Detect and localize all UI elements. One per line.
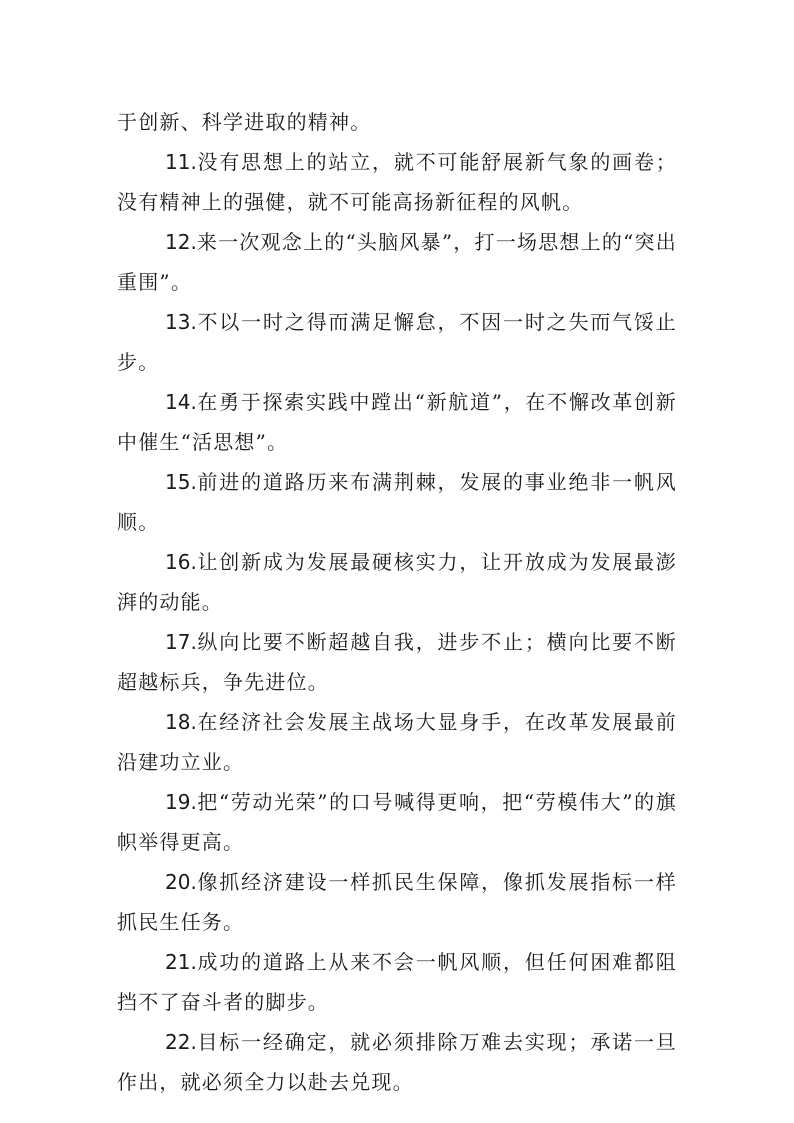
list-item	[117, 382, 677, 462]
item-text: 在经济社会发展主战场大显身手，在改革发展最前沿建功立业。	[117, 710, 677, 774]
item-text: 纵向比要不断超越自我，进步不止；横向比要不断超越标兵，争先进位。	[117, 630, 677, 694]
item-number: 15.	[165, 470, 197, 494]
item-text: 不以一时之得而满足懈怠，不因一时之失而气馁止步。	[117, 310, 677, 374]
list-item	[117, 1022, 677, 1102]
list-item	[117, 222, 677, 302]
item-text: 来一次观念上的“头脑风暴”，打一场思想上的“突出重围”。	[117, 230, 677, 294]
list-item	[117, 702, 677, 782]
item-number: 21.	[165, 950, 197, 974]
list-item	[117, 622, 677, 702]
document-body	[117, 102, 677, 1102]
item-text: 前进的道路历来布满荆棘，发展的事业绝非一帆风顺。	[117, 470, 677, 534]
item-text: 让创新成为发展最硬核实力，让开放成为发展最澎湃的动能。	[117, 550, 677, 614]
item-number: 12.	[165, 230, 197, 254]
item-text: 没有思想上的站立，就不可能舒展新气象的画卷；没有精神上的强健，就不可能高扬新征程的风帆。	[117, 150, 677, 214]
item-text: 像抓经济建设一样抓民生保障，像抓发展指标一样抓民生任务。	[117, 870, 677, 934]
list-item	[117, 782, 677, 862]
item-number: 18.	[165, 710, 197, 734]
list-item	[117, 142, 677, 222]
item-text: 目标一经确定，就必须排除万难去实现；承诺一旦作出，就必须全力以赴去兑现。	[117, 1030, 677, 1094]
item-number: 14.	[165, 390, 197, 414]
item-text: 把“劳动光荣”的口号喊得更响，把“劳模伟大”的旗帜举得更高。	[117, 790, 677, 854]
item-text: 成功的道路上从来不会一帆风顺，但任何困难都阻挡不了奋斗者的脚步。	[117, 950, 677, 1014]
continuation-paragraph: 于创新、科学进取的精神。	[117, 110, 372, 134]
item-number: 13.	[165, 310, 197, 334]
list-item	[117, 942, 677, 1022]
item-number: 11.	[165, 150, 197, 174]
item-number: 22.	[165, 1030, 197, 1054]
list-item	[117, 542, 677, 622]
list-item	[117, 302, 677, 382]
item-number: 16.	[165, 550, 197, 574]
item-text: 在勇于探索实践中蹚出“新航道”，在不懈改革创新中催生“活思想”。	[117, 390, 677, 454]
item-number: 19.	[165, 790, 197, 814]
item-number: 20.	[165, 870, 197, 894]
list-item	[117, 462, 677, 542]
item-number: 17.	[165, 630, 197, 654]
list-item	[117, 862, 677, 942]
